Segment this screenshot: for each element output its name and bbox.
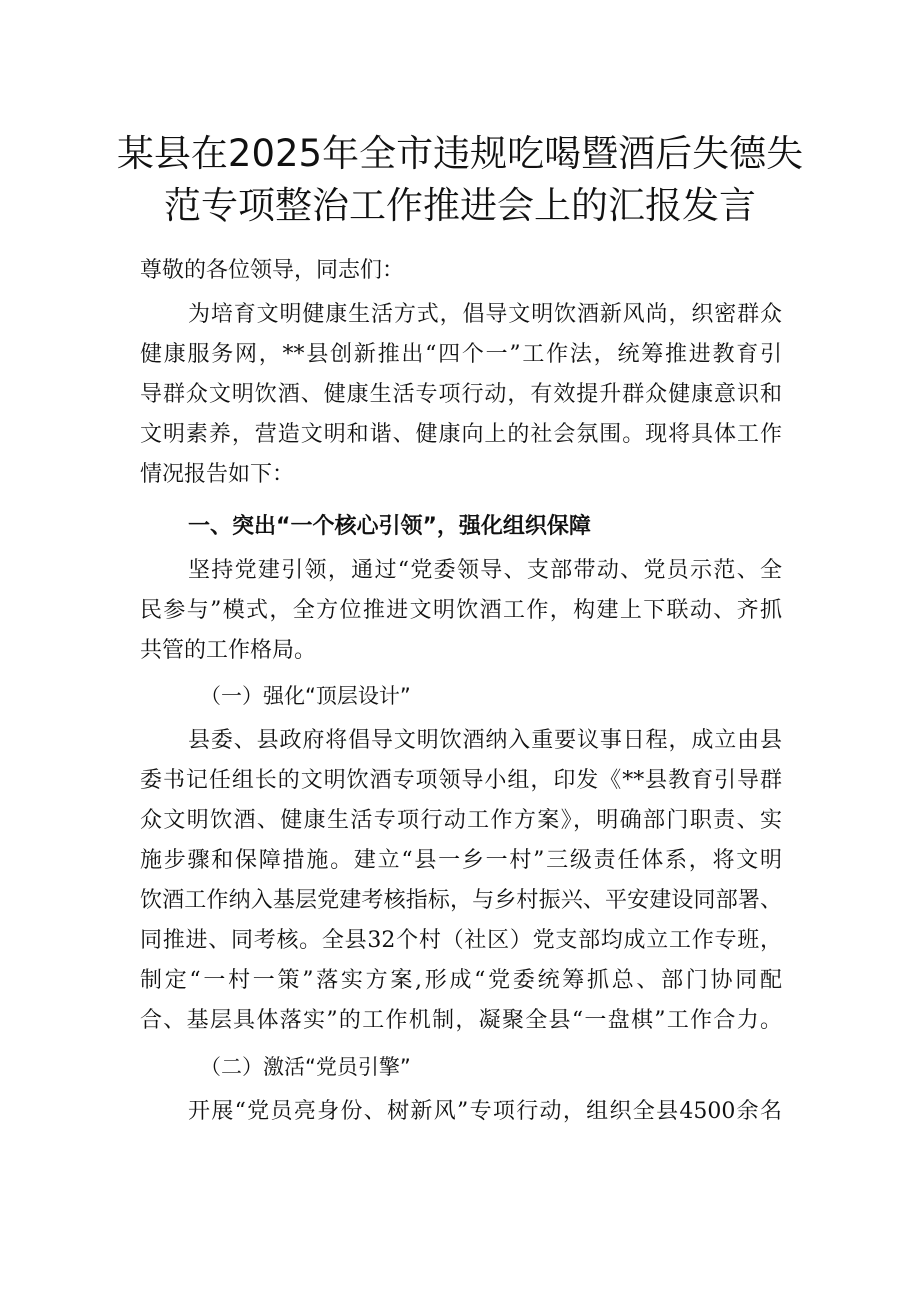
intro-line: 文明素养，营造文明和谐、健康向上的社会氛围。现将具体工作 — [140, 422, 782, 447]
subsection-2-line: 开展“党员亮身份、树新风”专项行动，组织全县4500余名 — [188, 1099, 782, 1124]
intro-line: 导群众文明饮酒、健康生活专项行动，有效提升群众健康意识和 — [140, 382, 782, 407]
salutation: 尊敬的各位领导，同志们： — [140, 258, 405, 283]
subsection-1-line: 制定“一村一策”落实方案,形成“党委统筹抓总、部门协同配 — [140, 968, 782, 993]
section-1-line: 民参与”模式，全方位推进文明饮酒工作，构建上下联动、齐抓 — [140, 598, 782, 623]
subsection-2-heading: （二）激活“党员引擎” — [200, 1055, 411, 1079]
intro-line: 为培育文明健康生活方式，倡导文明饮酒新风尚，织密群众 — [188, 302, 782, 327]
subsection-1-line: 委书记任组长的文明饮酒专项领导小组，印发《**县教育引导群 — [140, 768, 782, 793]
subsection-1-line: 饮酒工作纳入基层党建考核指标，与乡村振兴、平安建设同部署、 — [140, 888, 782, 913]
subsection-1-line: 施步骤和保障措施。建立“县一乡一村”三级责任体系，将文明 — [140, 848, 782, 873]
intro-line: 情况报告如下： — [140, 462, 295, 487]
subsection-1-line: 县委、县政府将倡导文明饮酒纳入重要议事日程，成立由县 — [188, 728, 782, 753]
section-1-line: 坚持党建引领，通过“党委领导、支部带动、党员示范、全 — [188, 558, 782, 583]
subsection-1-heading: （一）强化“顶层设计” — [200, 684, 411, 708]
document-title-line-2: 范专项整治工作推进会上的汇报发言 — [164, 184, 756, 227]
subsection-1-line: 同推进、同考核。全县32个村（社区）党支部均成立工作专班， — [140, 928, 782, 953]
subsection-1-line: 众文明饮酒、健康生活专项行动工作方案》，明确部门职责、实 — [140, 808, 782, 833]
subsection-1-line: 合、基层具体落实”的工作机制，凝聚全县“一盘棋”工作合力。 — [140, 1008, 782, 1033]
section-1-line: 共管的工作格局。 — [140, 638, 317, 663]
intro-line: 健康服务网，**县创新推出“四个一”工作法，统筹推进教育引 — [140, 342, 782, 367]
document-title-line-1: 某县在2025年全市违规吃喝暨酒后失德失 — [116, 132, 804, 175]
section-1-heading: 一、突出“一个核心引领”，强化组织保障 — [188, 514, 591, 539]
